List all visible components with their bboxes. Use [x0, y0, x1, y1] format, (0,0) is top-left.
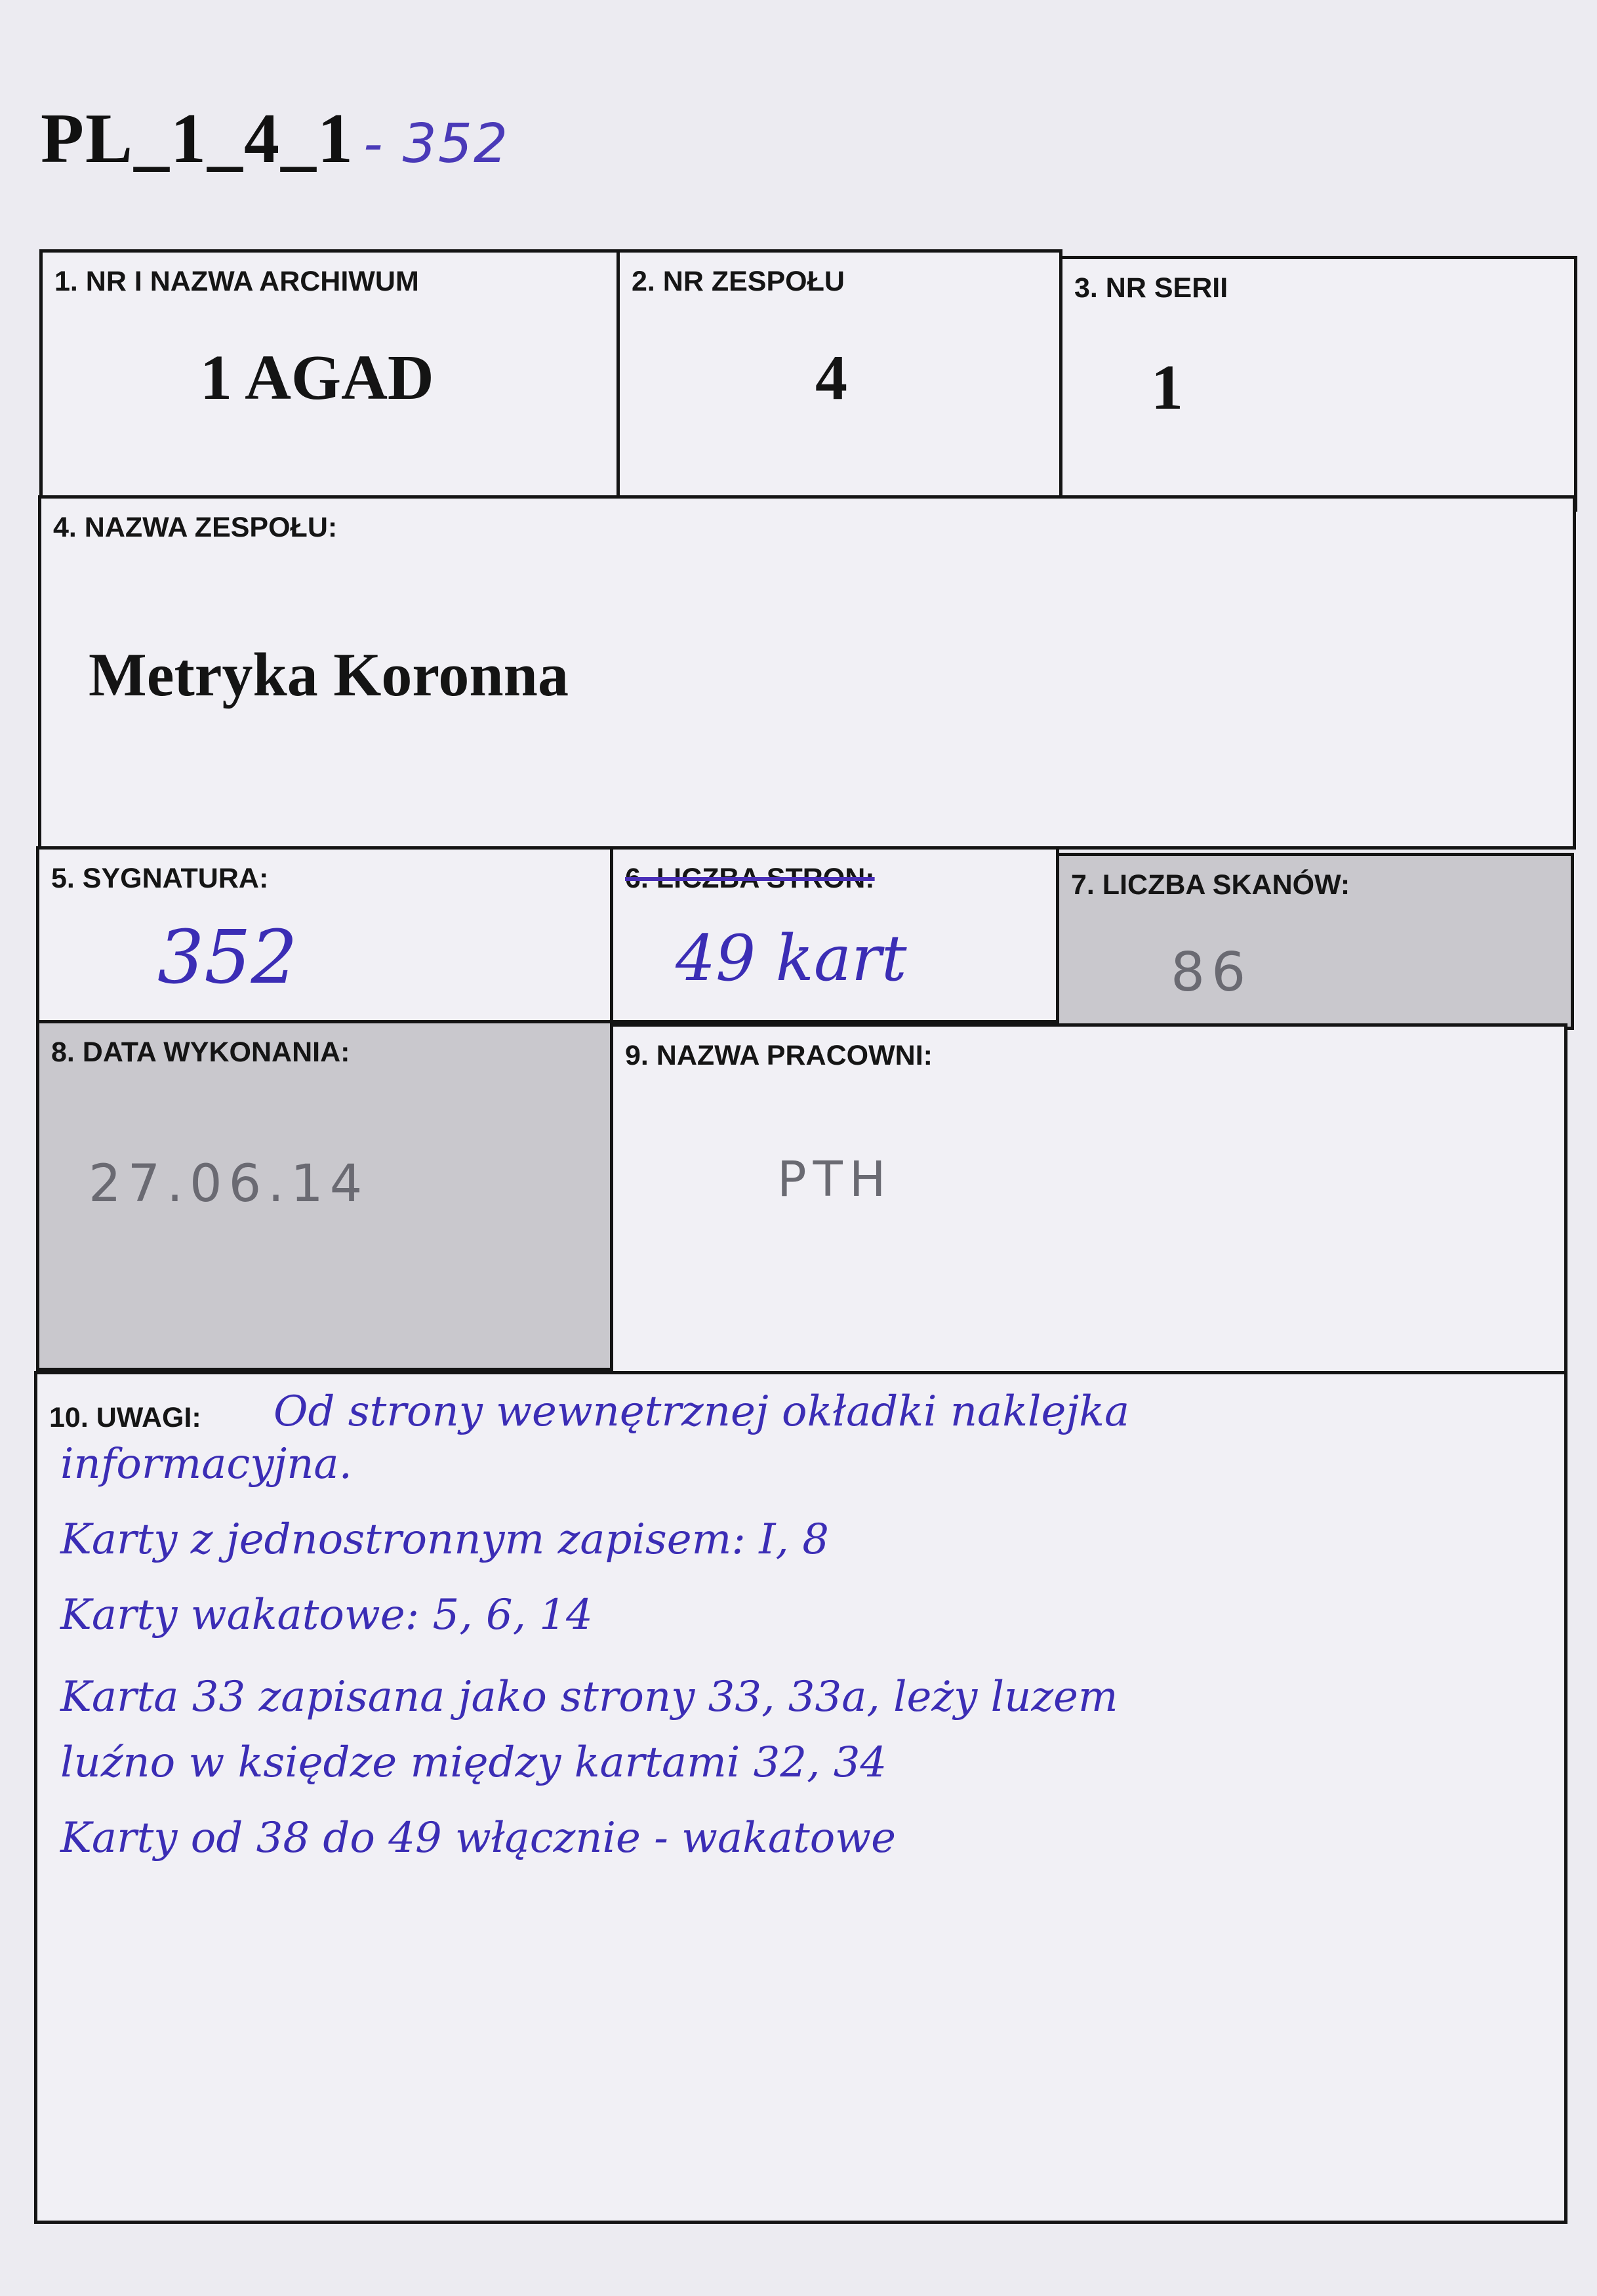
page-count-label: 6. LICZBA STRON: — [625, 863, 875, 894]
notes-line-3: Karty z jednostronnym zapisem: I, 8 — [60, 1515, 829, 1564]
scan-count-label: 7. LICZBA SKANÓW: — [1071, 869, 1350, 901]
date-cell — [36, 1020, 613, 1371]
date-label: 8. DATA WYKONANIA: — [51, 1036, 350, 1068]
workshop-cell — [610, 1023, 1567, 1378]
archive-value: 1 AGAD — [200, 342, 434, 413]
notes-line-6: luźno w księdze między kartami 32, 34 — [60, 1738, 887, 1787]
scan-count-value: 86 — [1171, 941, 1253, 1004]
fonds-number-value: 4 — [815, 342, 847, 413]
fonds-name-label: 4. NAZWA ZESPOŁU: — [53, 512, 338, 543]
notes-line-1: Od strony wewnętrznej okładki naklejka — [273, 1387, 1130, 1436]
notes-label: 10. UWAGI: — [49, 1402, 201, 1433]
series-number-cell — [1059, 256, 1577, 512]
signature-label: 5. SYGNATURA: — [51, 863, 269, 894]
workshop-label: 9. NAZWA PRACOWNI: — [625, 1040, 933, 1071]
document-code — [41, 98, 509, 180]
series-number-label: 3. NR SERII — [1074, 272, 1228, 304]
signature-value: 352 — [157, 915, 298, 1000]
document-code-handwritten: - 352 — [363, 113, 510, 175]
workshop-value: PTH — [777, 1151, 893, 1208]
notes-line-4: Karty wakatowe: 5, 6, 14 — [60, 1591, 593, 1639]
archive-label: 1. NR I NAZWA ARCHIWUM — [54, 266, 419, 297]
notes-line-2: informacyjna. — [60, 1440, 352, 1488]
page-count-value: 49 kart — [676, 922, 907, 995]
document-code-printed: PL_1_4_1 — [41, 100, 355, 178]
date-value: 27.06.14 — [89, 1155, 369, 1214]
fonds-number-cell — [617, 249, 1062, 499]
notes-cell — [34, 1371, 1567, 2224]
signature-cell — [36, 846, 613, 1023]
fonds-number-label: 2. NR ZESPOŁU — [632, 266, 845, 297]
fonds-name-value: Metryka Koronna — [89, 641, 569, 709]
archive-cell — [39, 249, 620, 499]
fonds-name-cell — [38, 495, 1576, 850]
notes-line-7: Karty od 38 do 49 włącznie - wakatowe — [60, 1814, 896, 1862]
notes-line-5: Karta 33 zapisana jako strony 33, 33a, leży luzem — [60, 1673, 1118, 1721]
page-count-cell — [610, 846, 1059, 1023]
series-number-value: 1 — [1151, 352, 1183, 423]
scan-count-cell — [1056, 853, 1574, 1030]
